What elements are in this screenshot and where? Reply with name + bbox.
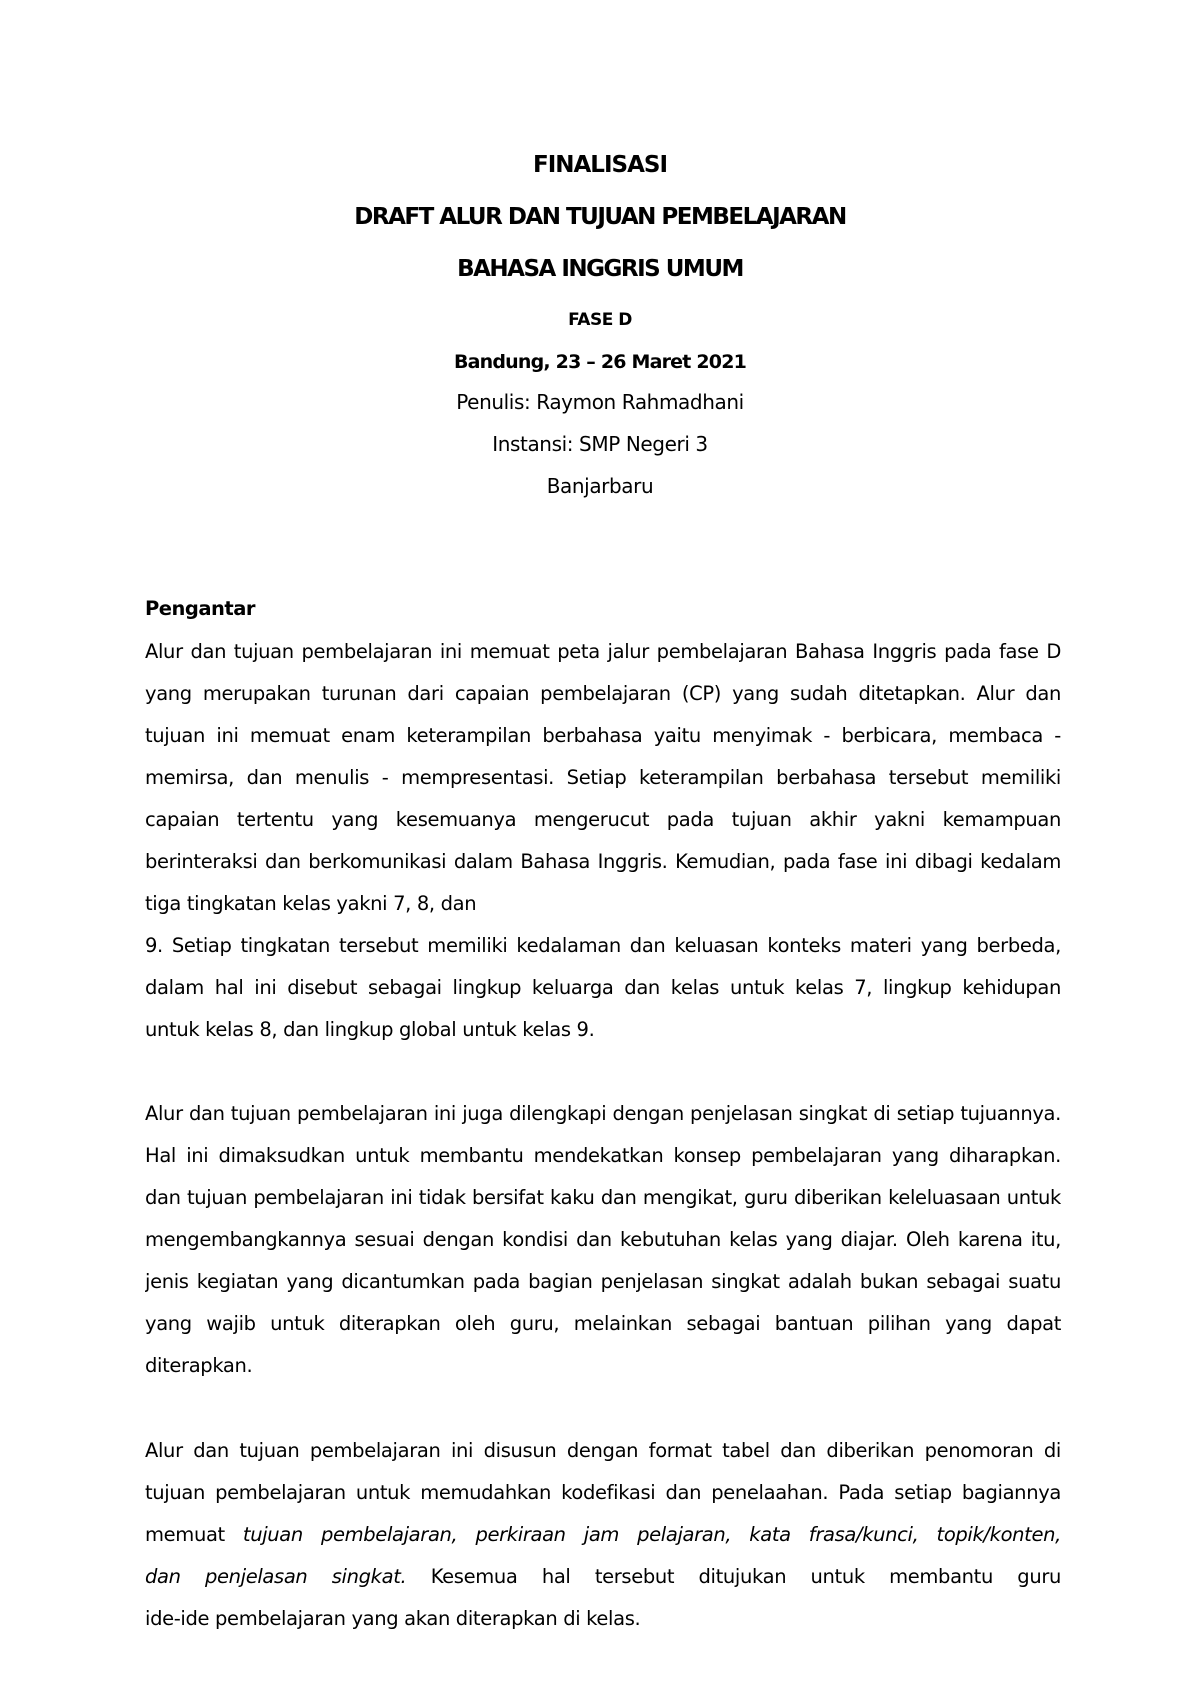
paragraph-2-line: Hal ini dimaksudkan untuk membantu mendekatkan konsep pembelajaran yang diharapkan. [145, 1144, 1061, 1167]
paragraph-1-line: tujuan ini memuat enam keterampilan berbahasa yaitu menyimak - berbicara, membaca - [145, 724, 1061, 747]
phase-label: FASE D [568, 310, 632, 330]
title-line-3: BAHASA INGGRIS UMUM [457, 256, 743, 282]
paragraph-3-line: ide-ide pembelajaran yang akan diterapkan di kelas. [145, 1607, 641, 1630]
paragraph-3-line [145, 1514, 1061, 1556]
paragraph-1-line: yang merupakan turunan dari capaian pembelajaran (CP) yang sudah ditetapkan. Alur dan [145, 682, 1061, 705]
paragraph-2 [145, 1093, 1061, 1387]
paragraph-2-line: mengembangkannya sesuai dengan kondisi dan kebutuhan kelas yang diajar. Oleh karena itu, [145, 1228, 1061, 1251]
paragraph-2-line: jenis kegiatan yang dicantumkan pada bagian penjelasan singkat adalah bukan sebagai suatu [145, 1270, 1061, 1293]
paragraph-1-line: berinteraksi dan berkomunikasi dalam Bahasa Inggris. Kemudian, pada fase ini dibagi kedalam [145, 850, 1061, 873]
paragraph-1-line: tiga tingkatan kelas yakni 7, 8, dan [145, 892, 477, 915]
paragraph-3-line: Alur dan tujuan pembelajaran ini disusun dengan format tabel dan diberikan penomoran di [145, 1439, 1061, 1462]
paragraph-1 [145, 631, 1061, 1051]
paragraph-1-line: 9. Setiap tingkatan tersebut memiliki kedalaman dan keluasan konteks materi yang berbeda, [145, 934, 1061, 957]
place-date: Bandung, 23 – 26 Maret 2021 [453, 351, 747, 373]
paragraph-1-line: dalam hal ini disebut sebagai lingkup keluarga dan kelas untuk kelas 7, lingkup kehidupan [145, 976, 1061, 999]
institution: Instansi: SMP Negeri 3 [492, 432, 708, 456]
section-heading: Pengantar [145, 597, 255, 620]
title-line-2: DRAFT ALUR DAN TUJUAN PEMBELAJARAN [354, 204, 846, 230]
author: Penulis: Raymon Rahmadhani [456, 390, 744, 414]
paragraph-3-rest: Kesemua hal tersebut ditujukan untuk membantu guru [430, 1565, 1061, 1588]
title-line-1: FINALISASI [532, 152, 668, 178]
paragraph-2-line: diterapkan. [145, 1354, 253, 1377]
paragraph-2-line: Alur dan tujuan pembelajaran ini juga dilengkapi dengan penjelasan singkat di setiap tujuannya. [145, 1102, 1061, 1125]
paragraph-3 [145, 1430, 1061, 1640]
paragraph-2-line: yang wajib untuk diterapkan oleh guru, melainkan sebagai bantuan pilihan yang dapat [145, 1312, 1061, 1335]
paragraph-1-line: Alur dan tujuan pembelajaran ini memuat peta jalur pembelajaran Bahasa Inggris pada fase D [145, 640, 1061, 663]
paragraph-3-italic: dan penjelasan singkat. [145, 1565, 407, 1588]
paragraph-3-items: tujuan pembelajaran, perkiraan jam pelajaran, kata frasa/kunci, topik/konten, [242, 1523, 1061, 1546]
paragraph-2-line: dan tujuan pembelajaran ini tidak bersifat kaku dan mengikat, guru diberikan keleluasaan untuk [145, 1186, 1061, 1209]
paragraph-1-line: capaian tertentu yang kesemuanya mengerucut pada tujuan akhir yakni kemampuan [145, 808, 1061, 831]
paragraph-3-lead: memuat [145, 1523, 225, 1546]
paragraph-3-line: tujuan pembelajaran untuk memudahkan kodefikasi dan penelaahan. Pada setiap bagiannya [145, 1481, 1061, 1504]
paragraph-1-line: memirsa, dan menulis - mempresentasi. Setiap keterampilan berbahasa tersebut memiliki [145, 766, 1061, 789]
paragraph-3-line [145, 1556, 1061, 1598]
city: Banjarbaru [546, 474, 654, 498]
paragraph-1-line: untuk kelas 8, dan lingkup global untuk kelas 9. [145, 1018, 595, 1041]
